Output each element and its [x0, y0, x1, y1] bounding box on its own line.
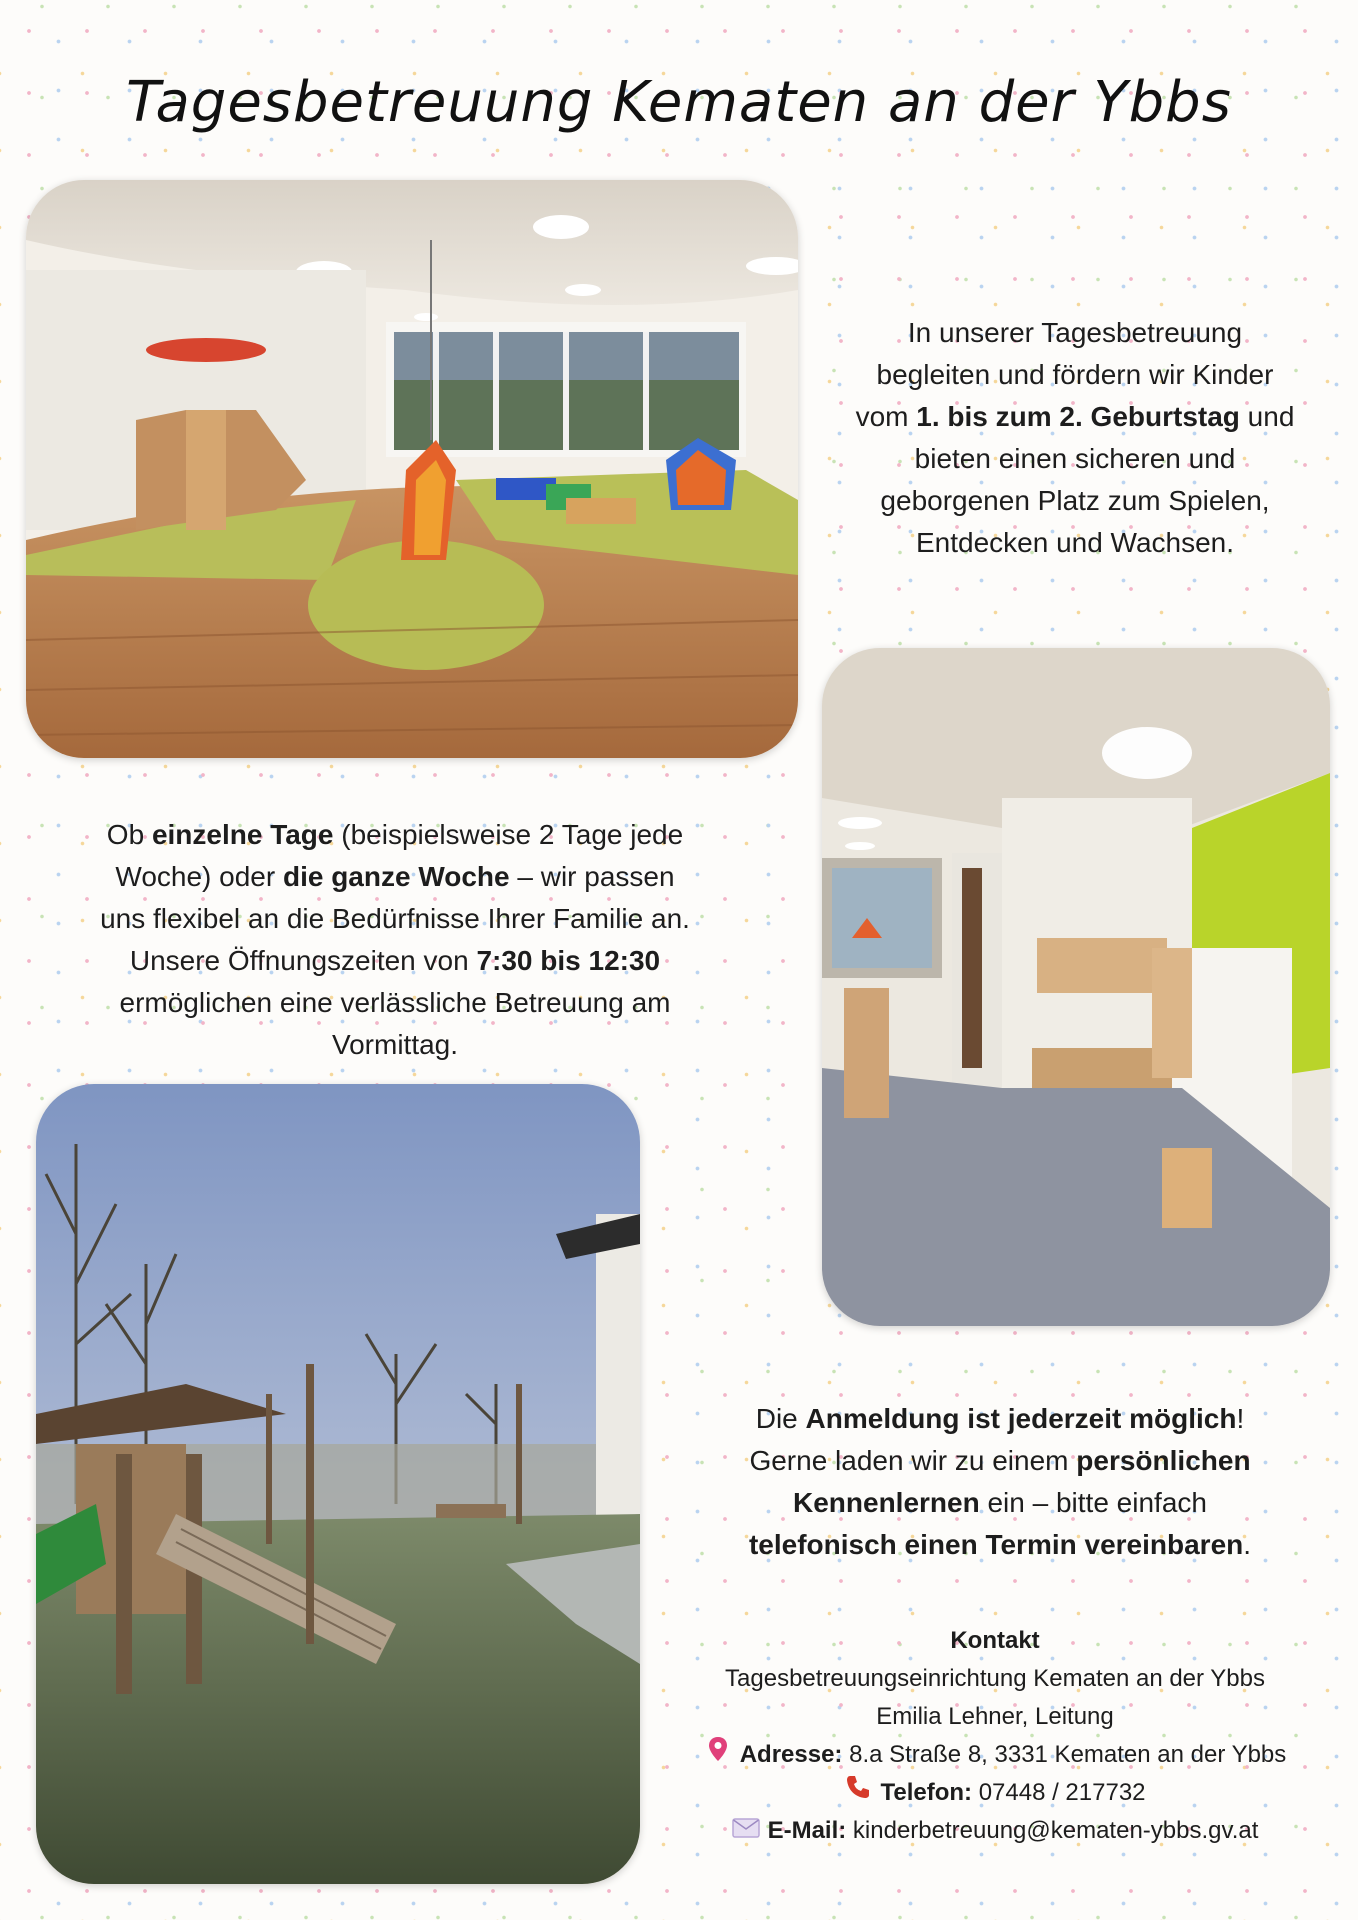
reg-line-2: Gerne laden wir zu einem persönlichen	[749, 1445, 1251, 1476]
flex-line-6: Vormittag.	[331, 1029, 459, 1060]
mail-icon	[732, 1812, 760, 1850]
contact-lead: Emilia Lehner, Leitung	[876, 1703, 1114, 1730]
address-value: 8.a Straße 8, 3331 Kematen an der Ybbs	[849, 1741, 1287, 1768]
playroom-image	[26, 180, 798, 758]
intro-line-3: vom 1. bis zum 2. Geburtstag und	[855, 401, 1295, 432]
address-label: Adresse:	[739, 1741, 843, 1768]
contact-address-row	[690, 1736, 1300, 1774]
photo-hallway	[822, 648, 1330, 1326]
garden-image	[36, 1084, 640, 1884]
intro-line-4: bieten einen sicheren und	[914, 443, 1236, 474]
phone-label: Telefon:	[880, 1779, 973, 1806]
flex-line-1: Ob einzelne Tage (beispielsweise 2 Tage jede	[106, 819, 684, 850]
contact-email-row	[690, 1812, 1300, 1850]
reg-line-1: Die Anmeldung ist jederzeit möglich!	[755, 1403, 1245, 1434]
contact-phone-row	[690, 1774, 1300, 1812]
contact-heading: Kontakt	[950, 1627, 1040, 1654]
flexibility-text	[50, 814, 740, 1066]
phone-icon	[844, 1774, 872, 1812]
intro-text	[820, 312, 1330, 564]
phone-link[interactable]: 07448 / 217732	[978, 1779, 1146, 1806]
photo-playroom	[26, 180, 798, 758]
flex-line-4: Unsere Öffnungszeiten von 7:30 bis 12:30	[129, 945, 661, 976]
intro-line-2: begleiten und fördern wir Kinder	[876, 359, 1274, 390]
email-link[interactable]: kinderbetreuung@kematen-ybbs.gv.at	[852, 1817, 1259, 1844]
flex-line-3: uns flexibel an die Bedürfnisse Ihrer Familie an.	[100, 903, 690, 934]
contact-block	[690, 1622, 1300, 1850]
email-label: E-Mail:	[767, 1817, 847, 1844]
flex-line-2: Woche) oder die ganze Woche – wir passen	[115, 861, 675, 892]
reg-line-3: Kennenlernen ein – bitte einfach	[793, 1487, 1207, 1518]
intro-line-5: geborgenen Platz zum Spielen,	[880, 485, 1270, 516]
pin-icon	[704, 1736, 732, 1774]
hallway-image	[822, 648, 1330, 1326]
intro-line-6: Entdecken und Wachsen.	[915, 527, 1235, 558]
registration-text	[680, 1398, 1320, 1566]
page-title: Tagesbetreuung Kematen an der Ybbs	[126, 70, 1232, 135]
intro-line-1: In unserer Tagesbetreuung	[907, 317, 1243, 348]
contact-organization: Tagesbetreuungseinrichtung Kematen an der Ybbs	[725, 1665, 1265, 1692]
photo-garden	[36, 1084, 640, 1884]
flex-line-5: ermöglichen eine verlässliche Betreuung am	[119, 987, 671, 1018]
reg-line-4: telefonisch einen Termin vereinbaren.	[748, 1529, 1252, 1560]
